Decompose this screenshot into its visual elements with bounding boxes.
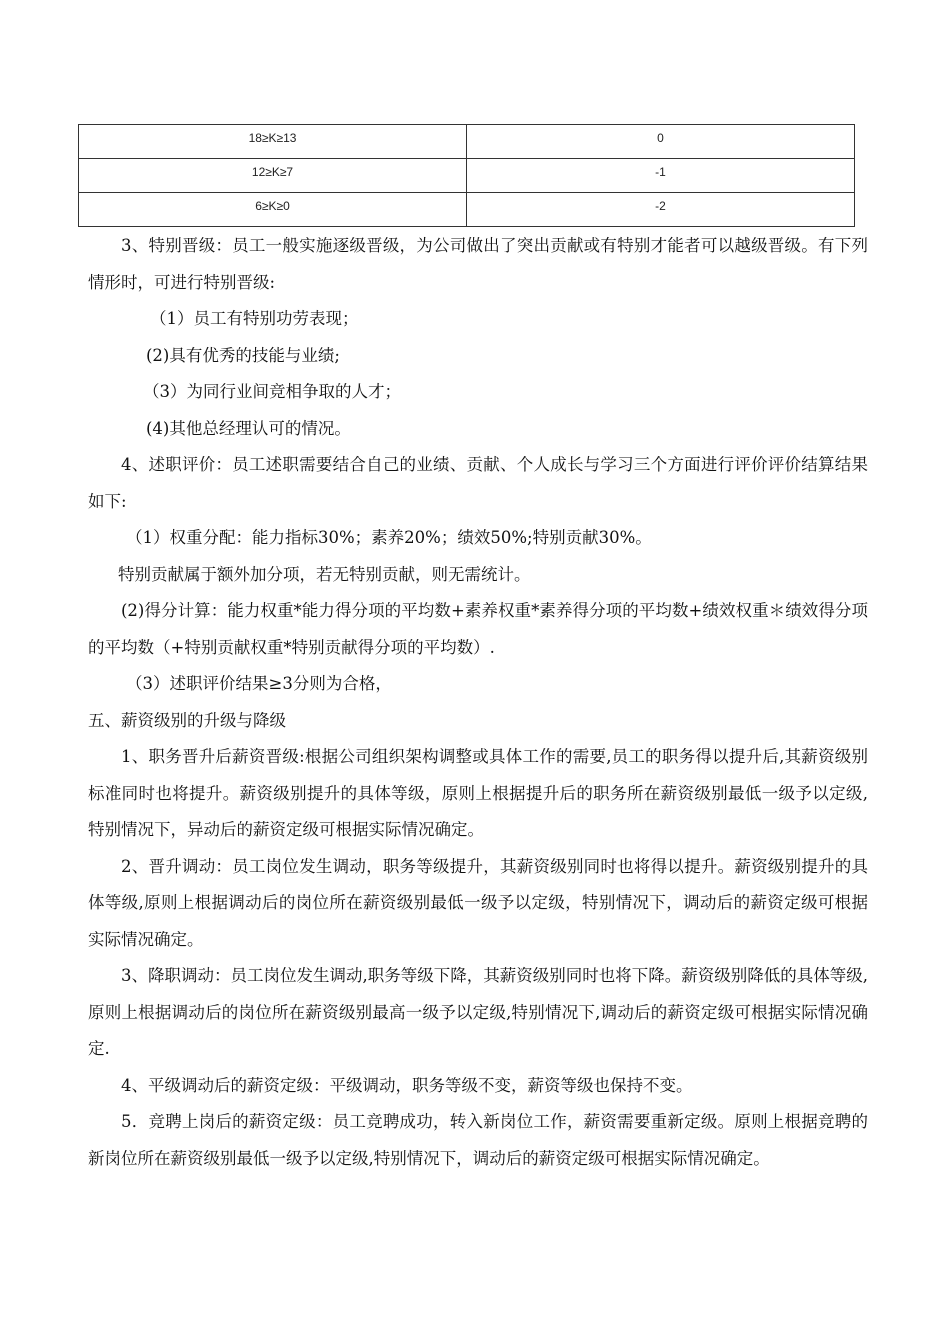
table-row <box>79 193 855 227</box>
list-item: (4)其他总经理认可的情况。 <box>146 418 351 438</box>
range-cell: 18≥K≥13 <box>79 125 467 159</box>
value-cell: 0 <box>467 125 855 159</box>
list-item: （1）权重分配：能力指标30%；素养20%；绩效50%;特别贡献30%。 <box>126 528 652 547</box>
note-paragraph: 特别贡献属于额外加分项，若无特别贡献，则无需统计。 <box>118 564 531 584</box>
list-item: (2)得分计算：能力权重*能力得分项的平均数+素养权重*素养得分项的平均数+绩效权重＊绩效得分项的平均数（+特别贡献权重*特别贡献得分项的平均数）. <box>88 601 868 657</box>
list-item: (2)具有优秀的技能与业绩; <box>146 345 340 365</box>
salary-paragraph: 1、职务晋升后薪资晋级:根据公司组织架构调整或具体工作的需要,员工的职务得以提升后,其薪资级别标准同时也将提升。薪资级别提升的具体等级，原则上根据提升后的职务所在薪资级别最低一级予以定级,特别情况下，异动后的薪资定级可根据实际情况确定。 <box>88 747 868 839</box>
list-item: （3）述职评价结果≥3分则为合格， <box>126 674 392 693</box>
salary-paragraph: 2、晋升调动：员工岗位发生调动，职务等级提升，其薪资级别同时也将得以提升。薪资级别提升的具体等级,原则上根据调动后的岗位所在薪资级别最低一级予以定级，特别情况下，调动后的薪资定级可根据实际情况确定。 <box>88 856 868 949</box>
range-cell: 12≥K≥7 <box>79 159 467 193</box>
salary-paragraph: 4、平级调动后的薪资定级：平级调动，职务等级不变，薪资等级也保持不变。 <box>121 1075 693 1095</box>
section-heading: 五、薪资级别的升级与降级 <box>88 710 286 730</box>
salary-paragraph: 5．竞聘上岗后的薪资定级：员工竞聘成功，转入新岗位工作，薪资需要重新定级。原则上根据竞聘的新岗位所在薪资级别最低一级予以定级,特别情况下，调动后的薪资定级可根据实际情况确定。 <box>88 1112 868 1168</box>
table-row <box>79 125 855 159</box>
special-promotion-paragraph: 3、特别晋级：员工一般实施逐级晋级，为公司做出了突出贡献或有特别才能者可以越级晋级。有下列情形时，可进行特别晋级: <box>88 236 868 292</box>
document-body <box>88 228 868 1177</box>
score-adjustment-table <box>78 124 855 227</box>
salary-paragraph: 3、降职调动：员工岗位发生调动,职务等级下降，其薪资级别同时也将下降。薪资级别降低的具体等级,原则上根据调动后的岗位所在薪资级别最高一级予以定级,特别情况下,调动后的薪资定级可根据实际情况确定. <box>88 966 868 1058</box>
value-cell: -2 <box>467 193 855 227</box>
review-evaluation-paragraph: 4、述职评价：员工述职需要结合自己的业绩、贡献、个人成长与学习三个方面进行评价评价结算结果如下: <box>88 455 868 511</box>
list-item: （1）员工有特别功劳表现； <box>150 309 359 328</box>
table-row <box>79 159 855 193</box>
list-item: （3）为同行业间竞相争取的人才； <box>143 382 401 401</box>
range-cell: 6≥K≥0 <box>79 193 467 227</box>
value-cell: -1 <box>467 159 855 193</box>
